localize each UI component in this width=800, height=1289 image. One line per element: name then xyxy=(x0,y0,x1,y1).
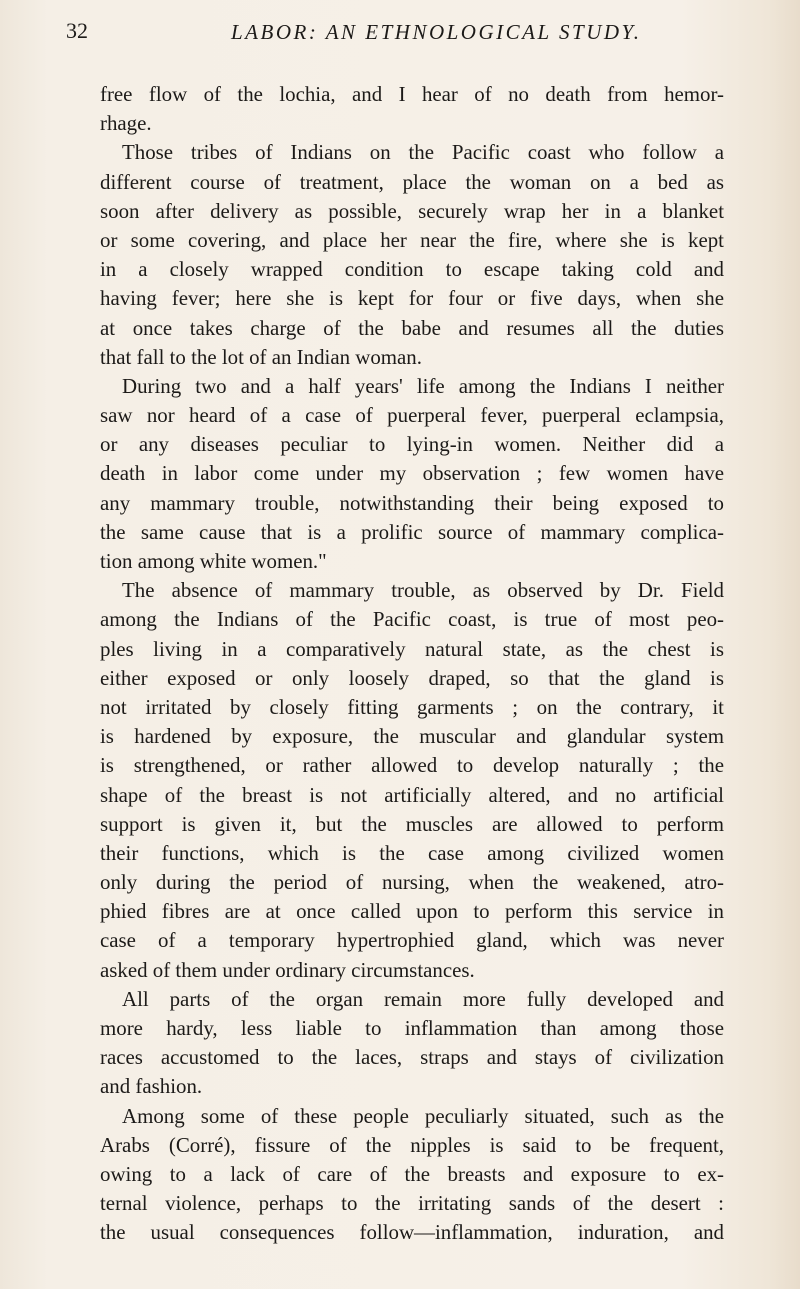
text-line: The absence of mammary trouble, as observed by Dr. Field xyxy=(122,578,724,603)
text-line: the same cause that is a prolific source of mammary complica- xyxy=(100,519,724,544)
text-line: Arabs (Corré), fissure of the nipples is said to be frequent, xyxy=(100,1132,724,1157)
text-line: ples living in a comparatively natural state, as the chest is xyxy=(100,636,724,661)
text-line: races accustomed to the laces, straps and stays of civilization xyxy=(100,1045,724,1070)
text-line: only during the period of nursing, when the weakened, atro- xyxy=(100,870,724,895)
text-line: among the Indians of the Pacific coast, is true of most peo- xyxy=(100,607,724,632)
text-line: at once takes charge of the babe and resumes all the duties xyxy=(100,315,724,340)
text-line: shape of the breast is not artificially altered, and no artificial xyxy=(100,782,724,807)
text-line: in a closely wrapped condition to escape taking cold and xyxy=(100,257,724,282)
text-line: phied fibres are at once called upon to perform this service in xyxy=(100,899,724,924)
text-line: or any diseases peculiar to lying-in women. Neither did a xyxy=(100,432,724,457)
text-line: free flow of the lochia, and I hear of no death from hemor- xyxy=(100,82,724,106)
text-line: is hardened by exposure, the muscular and glandular system xyxy=(100,724,724,749)
text-line: their functions, which is the case among civilized women xyxy=(100,840,724,865)
text-line: is strengthened, or rather allowed to develop naturally ; the xyxy=(100,753,724,778)
text-line: or some covering, and place her near the fire, where she is kept xyxy=(100,227,724,252)
page-header xyxy=(66,18,756,52)
text-line: owing to a lack of care of the breasts and exposure to ex- xyxy=(100,1161,724,1186)
text-line: death in labor come under my observation ; few women have xyxy=(100,461,724,486)
text-line: support is given it, but the muscles are allowed to perform xyxy=(100,811,724,836)
text-line: tion among white women." xyxy=(100,549,327,573)
text-line: more hardy, less liable to inflammation than among those xyxy=(100,1016,724,1040)
body-text xyxy=(100,80,724,1248)
text-line: saw nor heard of a case of puerperal fever, puerperal eclampsia, xyxy=(100,403,724,428)
text-line: ternal violence, perhaps to the irritating sands of the desert : xyxy=(100,1191,724,1216)
text-line: any mammary trouble, notwithstanding their being exposed to xyxy=(100,490,724,515)
text-line: that fall to the lot of an Indian woman. xyxy=(100,344,422,369)
text-line: rhage. xyxy=(100,111,152,136)
text-line: Among some of these people peculiarly situated, such as the xyxy=(122,1103,724,1128)
text-line: and fashion. xyxy=(100,1074,203,1099)
text-line: either exposed or only loosely draped, so that the gland is xyxy=(100,665,724,690)
text-line: case of a temporary hypertrophied gland, which was never xyxy=(100,928,724,953)
text-line: soon after delivery as possible, securely wrap her in a blanket xyxy=(100,198,724,223)
text-line: All parts of the organ remain more fully developed and xyxy=(122,986,724,1011)
text-line: having fever; here she is kept for four or five days, when she xyxy=(100,286,724,311)
text-line: Those tribes of Indians on the Pacific coast who follow a xyxy=(122,140,724,165)
text-line: asked of them under ordinary circumstances. xyxy=(100,957,475,982)
text-line: different course of treatment, place the woman on a bed as xyxy=(100,169,724,194)
page-number: 32 xyxy=(66,18,88,43)
running-title: LABOR: AN ETHNOLOGICAL STUDY. xyxy=(231,20,642,44)
text-line: the usual consequences follow—inflammation, induration, and xyxy=(100,1220,724,1245)
text-line: not irritated by closely fitting garments ; on the contrary, it xyxy=(100,694,724,719)
text-line: During two and a half years' life among the Indians I neither xyxy=(122,373,724,398)
